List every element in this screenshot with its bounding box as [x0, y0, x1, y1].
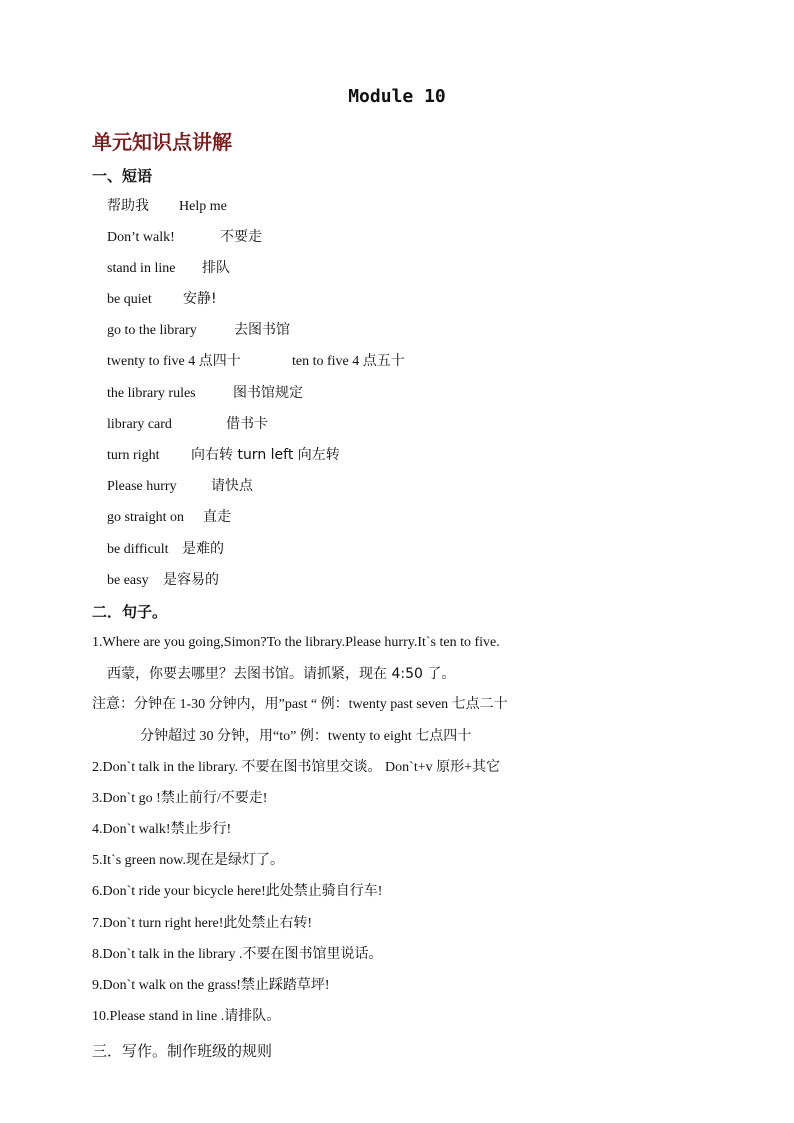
sentence-line: 1.Where are you going,Simon?To the library.Please hurry.It`s ten to five. [92, 635, 500, 650]
phrase-zh: 排队 [202, 260, 230, 276]
sentence-line: 9.Don`t walk on the grass!禁止踩踏草坪! [92, 978, 330, 993]
phrase-item [107, 259, 230, 278]
phrase-en: be quiet [107, 292, 152, 307]
phrase-item [107, 352, 405, 371]
phrase-zh: ten to five 4 点五十 [292, 354, 405, 369]
phrase-item [107, 197, 227, 216]
phrase-zh: 去图书馆 [234, 322, 290, 338]
sentence-line: 4.Don`t walk!禁止步行! [92, 822, 232, 837]
phrase-en: 帮助我 [107, 198, 149, 214]
phrase-item [107, 228, 262, 247]
phrase-item [107, 571, 219, 590]
phrase-item [107, 477, 253, 496]
sentence-line: 分钟超过 30 分钟，用“to” 例：twenty to eight 七点四十 [140, 729, 472, 744]
phrase-zh: 安静! [183, 291, 217, 307]
phrase-en: stand in line [107, 261, 176, 276]
phrase-item [107, 508, 231, 527]
sentence-line: 西蒙，你要去哪里？去图书馆。请抓紧，现在 4:50 了。 [107, 666, 456, 682]
phrase-en: the library rules [107, 386, 196, 401]
phrase-item [107, 321, 290, 340]
phrase-zh: 是难的 [182, 541, 224, 557]
phrase-zh: 直走 [203, 509, 231, 525]
phrase-en: be difficult [107, 542, 169, 557]
phrase-en: go straight on [107, 510, 184, 525]
section-title: 单元知识点讲解 [92, 130, 232, 154]
sentence-line: 10.Please stand in line .请排队。 [92, 1009, 281, 1024]
part2-heading: 二．句子。 [92, 603, 168, 621]
phrase-zh: 是容易的 [163, 572, 219, 588]
phrase-zh: 请快点 [211, 478, 253, 494]
phrase-item [107, 540, 224, 559]
sentence-line: 5.It`s green now.现在是绿灯了。 [92, 853, 284, 868]
sentence-line: 7.Don`t turn right here!此处禁止右转! [92, 916, 313, 931]
phrase-en: be easy [107, 573, 149, 588]
page-title: Module 10 [348, 86, 446, 107]
phrase-zh: Help me [179, 199, 227, 214]
part1-heading: 一、短语 [92, 167, 153, 185]
sentence-line: 2.Don`t talk in the library. 不要在图书馆里交谈。 Don`t+v 原形+其它 [92, 760, 501, 775]
phrase-zh: 借书卡 [226, 416, 268, 432]
phrase-en: turn right [107, 448, 160, 463]
phrase-en: twenty to five 4 点四十 [107, 354, 241, 369]
phrase-en: library card [107, 417, 172, 432]
sentence-line: 3.Don`t go !禁止前行/不要走! [92, 791, 268, 806]
phrase-en: Don’t walk! [107, 230, 175, 245]
sentence-line: 8.Don`t talk in the library .不要在图书馆里说话。 [92, 947, 383, 962]
phrase-item [107, 290, 217, 309]
sentence-line: 6.Don`t ride your bicycle here!此处禁止骑自行车! [92, 884, 383, 899]
phrase-zh: 不要走 [220, 229, 262, 245]
part3-heading: 三．写作。制作班级的规则 [92, 1042, 273, 1060]
phrase-item [107, 446, 340, 465]
phrase-zh: 图书馆规定 [233, 385, 303, 401]
phrase-zh: 向右转 turn left 向左转 [191, 447, 340, 463]
phrase-en: Please hurry [107, 479, 177, 494]
phrase-item [107, 415, 268, 434]
sentence-line: 注意：分钟在 1-30 分钟内，用”past “ 例：twenty past seven 七点二十 [92, 697, 508, 712]
phrase-en: go to the library [107, 323, 197, 338]
phrase-item [107, 384, 303, 403]
